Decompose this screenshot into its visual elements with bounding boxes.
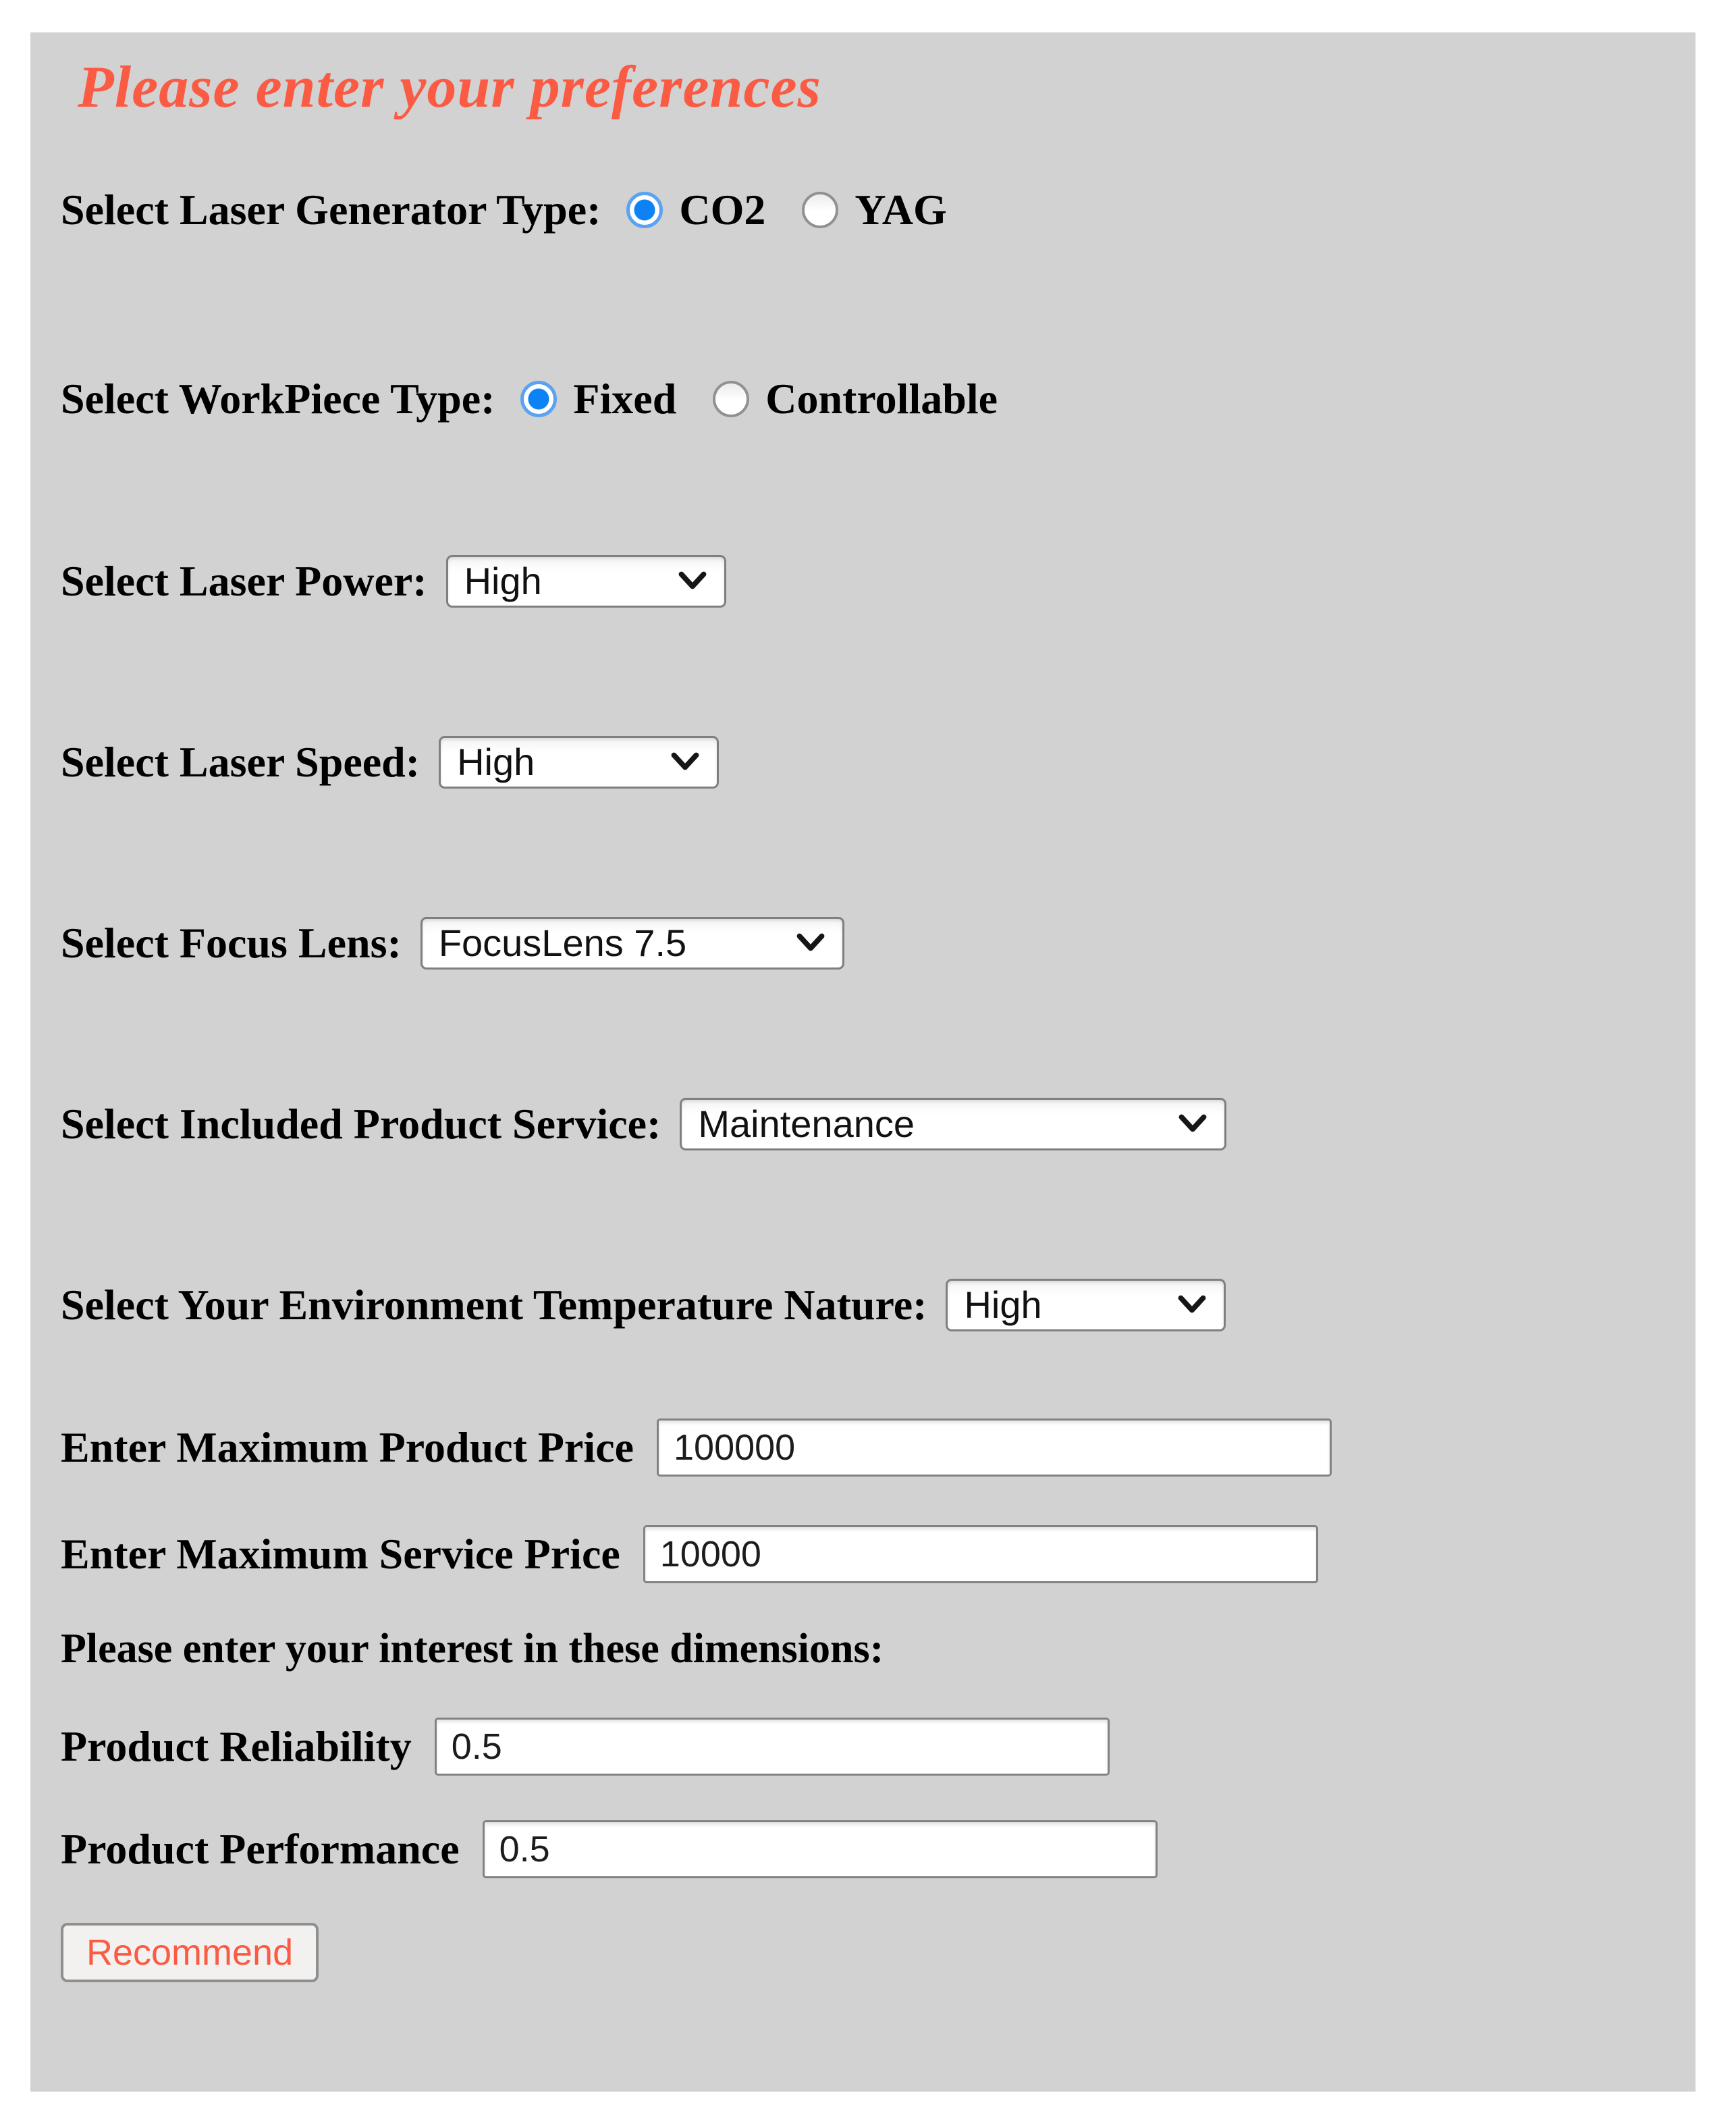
- interest-heading: Please enter your interest in these dimensions:: [61, 1625, 884, 1672]
- environment-temperature-selected-value: High: [964, 1283, 1042, 1327]
- preferences-panel: [30, 32, 1696, 2092]
- max-service-price-row: [61, 1525, 1662, 1583]
- laser-power-select[interactable]: [446, 555, 726, 608]
- product-reliability-row: [61, 1718, 1662, 1776]
- laser-generator-row: [61, 183, 1662, 237]
- product-performance-label: Product Performance: [61, 1824, 460, 1873]
- laser-power-row: [61, 554, 1662, 608]
- product-performance-input[interactable]: [483, 1820, 1158, 1878]
- yag-radio-label: YAG: [855, 185, 947, 234]
- laser-generator-option-co2[interactable]: [626, 183, 765, 237]
- focus-lens-selected-value: FocusLens 7.5: [438, 922, 687, 965]
- product-service-row: [61, 1097, 1662, 1151]
- laser-power-selected-value: High: [464, 560, 542, 603]
- product-reliability-input[interactable]: [435, 1718, 1110, 1776]
- max-product-price-row: [61, 1418, 1662, 1477]
- chevron-down-icon: [668, 750, 702, 774]
- product-reliability-label: Product Reliability: [61, 1722, 412, 1770]
- laser-generator-radio-group: [626, 183, 967, 237]
- controllable-radio-label: Controllable: [765, 374, 998, 423]
- focus-lens-label: Select Focus Lens:: [61, 918, 402, 967]
- co2-radio-icon[interactable]: [626, 192, 663, 228]
- workpiece-label: Select WorkPiece Type:: [61, 374, 495, 423]
- laser-speed-select[interactable]: [439, 736, 719, 789]
- laser-generator-option-yag[interactable]: [802, 183, 946, 237]
- yag-radio-icon[interactable]: [802, 192, 838, 228]
- focus-lens-select[interactable]: [421, 917, 844, 970]
- fixed-radio-label: Fixed: [573, 374, 677, 423]
- laser-generator-label: Select Laser Generator Type:: [61, 185, 601, 234]
- laser-speed-row: [61, 735, 1662, 789]
- controllable-radio-icon[interactable]: [713, 381, 749, 417]
- environment-temperature-row: [61, 1278, 1662, 1332]
- workpiece-option-controllable[interactable]: [713, 372, 998, 426]
- workpiece-radio-group: [520, 372, 1018, 426]
- fixed-radio-icon[interactable]: [520, 381, 557, 417]
- environment-temperature-label: Select Your Environment Temperature Nature:: [61, 1280, 927, 1329]
- laser-speed-selected-value: High: [457, 741, 535, 784]
- max-product-price-input[interactable]: [657, 1418, 1332, 1477]
- recommend-row: [61, 1923, 1662, 1982]
- product-service-selected-value: Maintenance: [698, 1103, 915, 1146]
- max-service-price-input[interactable]: [643, 1525, 1318, 1583]
- co2-radio-label: CO2: [679, 185, 766, 234]
- chevron-down-icon: [1176, 1112, 1210, 1136]
- workpiece-option-fixed[interactable]: [520, 372, 676, 426]
- max-product-price-label: Enter Maximum Product Price: [61, 1423, 634, 1471]
- recommend-button[interactable]: Recommend: [61, 1923, 319, 1982]
- product-service-label: Select Included Product Service:: [61, 1099, 661, 1148]
- product-performance-row: [61, 1820, 1662, 1878]
- workpiece-row: [61, 372, 1662, 426]
- focus-lens-row: [61, 916, 1662, 970]
- laser-speed-label: Select Laser Speed:: [61, 737, 421, 786]
- environment-temperature-select[interactable]: [946, 1279, 1226, 1331]
- chevron-down-icon: [1175, 1293, 1209, 1317]
- chevron-down-icon: [676, 569, 709, 593]
- page-title: Please enter your preferences: [78, 55, 821, 120]
- laser-power-label: Select Laser Power:: [61, 556, 427, 605]
- product-service-select[interactable]: [680, 1098, 1226, 1150]
- max-service-price-label: Enter Maximum Service Price: [61, 1529, 620, 1578]
- chevron-down-icon: [794, 931, 828, 955]
